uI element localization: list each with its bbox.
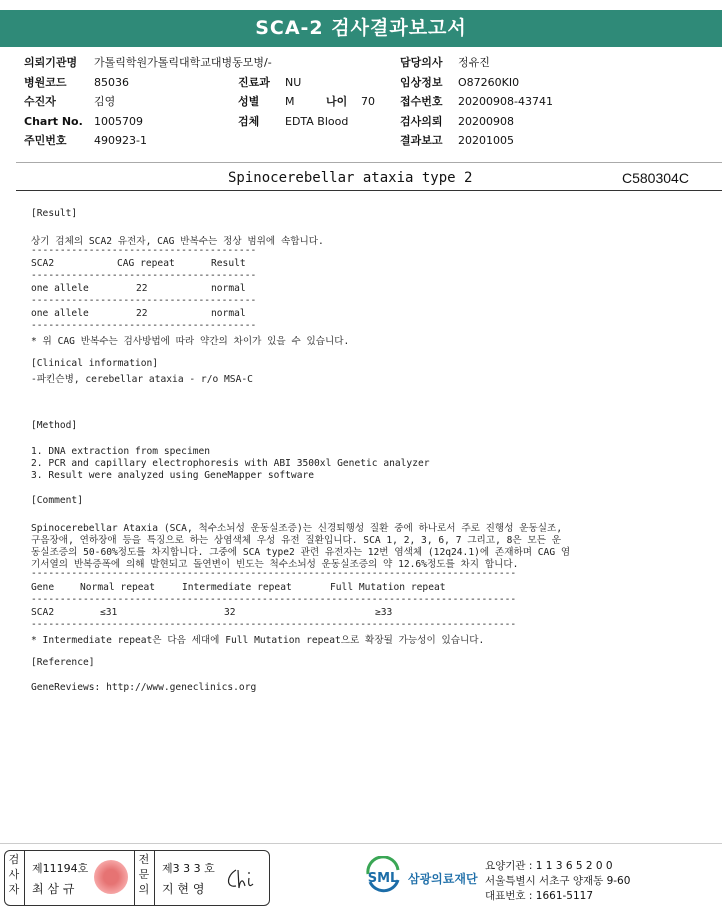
- specialist-name: 지 현 영: [162, 882, 205, 896]
- reference-heading: [Reference]: [31, 657, 95, 668]
- inspector-number: 제11194호: [32, 862, 89, 875]
- specialist-number: 제3 3 3 호: [162, 862, 215, 875]
- table-row: one allele: [31, 283, 89, 294]
- info-value: M: [285, 95, 295, 108]
- gene-col: Normal repeat: [80, 582, 156, 593]
- method-step: 3. Result were analyzed using GeneMapper software: [31, 470, 315, 481]
- contact-line: 서울특별시 서초구 양재동 9-60: [485, 875, 631, 887]
- gene-cell: SCA2: [31, 607, 55, 618]
- gene-col: Full Mutation repeat: [330, 582, 446, 593]
- label-char: 의: [138, 883, 150, 896]
- info-value: 20201005: [458, 134, 514, 147]
- inspector-label: [8, 852, 20, 897]
- result-summary: 상기 검체의 SCA2 유전자, CAG 반복수는 정상 범위에 속합니다.: [31, 236, 324, 247]
- seal-stamp: [94, 860, 128, 894]
- label-char: 문: [138, 868, 150, 881]
- method-step: 2. PCR and capillary electrophoresis with ABI 3500xl Genetic analyzer: [31, 458, 430, 469]
- info-label: Chart No.: [24, 115, 83, 128]
- info-value: 70: [361, 95, 375, 108]
- info-row: [238, 75, 270, 91]
- sml-logo-icon: [364, 856, 402, 896]
- divider: [16, 190, 722, 191]
- signature-icon: [224, 866, 260, 892]
- dash-divider: ---------------------------------------: [31, 270, 257, 281]
- table-cell: 22: [136, 308, 148, 319]
- info-value: NU: [285, 76, 302, 89]
- comment-line: 구음장애, 연하장애 등을 특징으로 하는 상염색체 우성 유전 질환입니다. SCA 1, 2, 3, 6, 7 그리고, 8은 모든 운: [31, 535, 562, 546]
- info-label: [238, 94, 259, 110]
- info-label: 담당의사: [400, 56, 443, 69]
- divider: [134, 850, 135, 906]
- info-label: 나이: [326, 95, 348, 108]
- report-title: SCA-2 검사결과보고서: [0, 10, 722, 47]
- test-name: Spinocerebellar ataxia type 2: [228, 170, 473, 186]
- specialist-label: [138, 852, 150, 897]
- result-col-1: SCA2: [31, 258, 55, 269]
- dash-divider: ---------------------------------------: [31, 320, 257, 331]
- result-heading: [Result]: [31, 208, 78, 219]
- dash-divider: ------------------------------------------------------------------------------------: [31, 594, 517, 605]
- result-col-3: Result: [211, 258, 246, 269]
- test-code: C580304C: [622, 170, 689, 186]
- contact-line: 요양기관 : 1 1 3 6 5 2 0 0: [485, 860, 613, 872]
- divider: [16, 162, 722, 163]
- label-char: 사: [8, 868, 20, 881]
- info-value: EDTA Blood: [285, 115, 349, 128]
- gene-cell: 32: [224, 607, 236, 618]
- comment-note: * Intermediate repeat은 다음 세대에 Full Mutation repeat으로 확장될 가능성이 있습니다.: [31, 635, 485, 646]
- gene-col: Gene: [31, 582, 55, 593]
- clinical-heading: [Clinical information]: [31, 358, 159, 369]
- comment-line: 동실조증의 50-60%정도를 차지합니다. 그중에 SCA type2 관련 유전자는 12번 염색체 (12q24.1)에 존재하며 CAG 염: [31, 547, 571, 558]
- info-value: 김영: [94, 95, 116, 108]
- method-heading: [Method]: [31, 420, 78, 431]
- info-label: 검체: [238, 115, 260, 128]
- info-label: 임상정보: [400, 76, 443, 89]
- method-step: 1. DNA extraction from specimen: [31, 446, 211, 457]
- label-char: 자: [8, 883, 20, 896]
- result-note: * 위 CAG 반복수는 검사방법에 따라 약간의 차이가 있을 수 있습니다.: [31, 336, 350, 347]
- divider: [154, 850, 155, 906]
- info-label: 의뢰기관명: [24, 56, 78, 69]
- info-value: O87260KI0: [458, 76, 520, 89]
- info-label: 진료과: [238, 76, 270, 89]
- gene-col: Intermediate repeat: [182, 582, 292, 593]
- info-label: 결과보고: [400, 134, 443, 147]
- sml-logo-text: SML: [367, 871, 399, 886]
- info-label: 검사의뢰: [400, 115, 443, 128]
- table-cell: normal: [211, 308, 246, 319]
- info-value: 1005709: [94, 115, 143, 128]
- info-label: 성별: [238, 95, 260, 108]
- dash-divider: ------------------------------------------------------------------------------------: [31, 568, 517, 579]
- footer-divider: [0, 843, 722, 844]
- divider: [24, 850, 25, 906]
- gene-cell: ≤31: [100, 607, 118, 618]
- inspector-name: 최 삼 규: [32, 882, 75, 896]
- info-value: 490923-1: [94, 134, 147, 147]
- label-char: 전: [138, 853, 150, 866]
- info-value: 85036: [94, 76, 129, 89]
- clinical-text: -파킨슨병, cerebellar ataxia - r/o MSA-C: [31, 374, 253, 385]
- info-label: 주민번호: [24, 134, 67, 147]
- dash-divider: ---------------------------------------: [31, 295, 257, 306]
- info-label: [326, 94, 347, 110]
- info-value: 20200908: [458, 115, 514, 128]
- reference-link[interactable]: GeneReviews: http://www.geneclinics.org: [31, 682, 257, 693]
- gene-cell: ≥33: [375, 607, 393, 618]
- dash-divider: ---------------------------------------: [31, 245, 257, 256]
- comment-heading: [Comment]: [31, 495, 83, 506]
- comment-line: 기서열의 반복증폭에 의해 발현되고 돌연변이 빈도는 척수소뇌성 운동실조증의 약 12.6%정도를 차지 합니다.: [31, 559, 519, 570]
- info-label: 수진자: [24, 95, 56, 108]
- info-label: 병원코드: [24, 76, 67, 89]
- label-char: 검: [8, 853, 20, 866]
- dash-divider: ------------------------------------------------------------------------------------: [31, 619, 517, 630]
- organization-name: 삼광의료재단: [408, 872, 478, 886]
- info-value: 20200908-43741: [458, 95, 553, 108]
- result-col-2: CAG repeat: [117, 258, 175, 269]
- contact-line: 대표번호 : 1661-5117: [485, 890, 594, 902]
- info-label: [238, 114, 259, 130]
- info-value: 가톨릭학원가톨릭대학교대병동모병/-: [94, 56, 272, 69]
- comment-line: Spinocerebellar Ataxia (SCA, 척수소뇌성 운동실조증)는 신경퇴행성 질환 중에 하나로서 주로 진행성 운동실조,: [31, 523, 563, 534]
- table-cell: normal: [211, 283, 246, 294]
- table-row: one allele: [31, 308, 89, 319]
- info-value: 정유진: [458, 56, 490, 69]
- info-label: 접수번호: [400, 95, 443, 108]
- table-cell: 22: [136, 283, 148, 294]
